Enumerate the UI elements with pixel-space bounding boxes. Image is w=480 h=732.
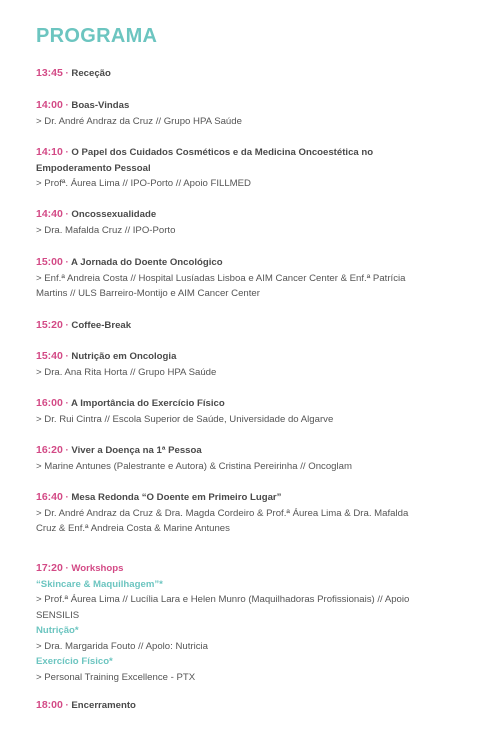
workshops-title: Workshops [71, 563, 124, 574]
entry-title: Encerramento [71, 700, 136, 711]
entry-time: 15:40 [36, 350, 63, 362]
separator: · [62, 351, 72, 362]
entry-time: 16:00 [36, 397, 63, 409]
program-entry-1410 [36, 145, 448, 192]
entry-title: Mesa Redonda “O Doente em Primeiro Lugar” [71, 492, 282, 503]
entry-title: Viver a Doença na 1ª Pessoa [71, 445, 202, 456]
program-entry-1620 [36, 443, 448, 474]
separator: · [62, 563, 72, 574]
separator: · [62, 700, 72, 711]
workshop-name-exercise: Exercício Físico* [36, 656, 113, 667]
workshops-time: 17:20 [36, 562, 63, 574]
program-entry-1345 [36, 66, 448, 82]
entry-title: Coffee-Break [71, 320, 132, 331]
entry-time: 14:10 [36, 146, 63, 158]
program-entry-1640 [36, 490, 448, 537]
entry-speakers-continued: Cruz & Enf.ª Andreia Costa & Marine Antunes [36, 523, 230, 534]
program-entry-1440 [36, 207, 448, 238]
separator: · [62, 492, 72, 503]
entry-title: Boas-Vindas [71, 100, 130, 111]
program-entry-1800 [36, 698, 448, 714]
program-entry-1500 [36, 255, 448, 302]
workshop-speakers: > Dra. Margarida Fouto // Apolo: Nutricia [36, 640, 208, 652]
program-entry-1540 [36, 349, 448, 380]
entry-time: 15:20 [36, 319, 63, 331]
entry-speakers: > Profª. Áurea Lima // IPO-Porto // Apoio FILLMED [36, 178, 251, 189]
entry-time: 16:20 [36, 444, 63, 456]
workshops-section [36, 561, 448, 685]
program-entry-1400 [36, 98, 448, 129]
workshop-speakers-continued: SENSILIS [36, 609, 80, 621]
separator: · [62, 100, 72, 111]
entry-title-continued: Empoderamento Pessoal [36, 162, 151, 174]
entry-time: 14:00 [36, 99, 63, 111]
entry-time: 15:00 [36, 256, 63, 268]
entry-title: Oncossexualidade [71, 209, 157, 220]
separator: · [62, 68, 72, 79]
entry-time: 18:00 [36, 699, 63, 711]
separator: · [62, 209, 72, 220]
entry-speakers: > Dra. Mafalda Cruz // IPO-Porto [36, 224, 176, 236]
entry-speakers-continued: Martins // ULS Barreiro-Montijo e AIM Cancer Center [36, 288, 260, 299]
workshop-speakers: > Prof.ª Áurea Lima // Lucília Lara e Helen Munro (Maquilhadoras Profissionais) // Apoio [36, 594, 410, 605]
separator: · [62, 320, 72, 331]
entry-title: Nutrição em Oncologia [71, 351, 177, 362]
separator: · [62, 445, 72, 456]
program-entry-1520 [36, 318, 448, 334]
separator: · [62, 147, 72, 158]
workshop-name-nutrition: Nutrição* [36, 625, 79, 636]
separator: · [62, 398, 72, 409]
entry-time: 13:45 [36, 67, 63, 79]
entry-time: 16:40 [36, 491, 63, 503]
entry-title: A Jornada do Doente Oncológico [71, 257, 223, 268]
entry-speakers: > Dra. Ana Rita Horta // Grupo HPA Saúde [36, 366, 217, 378]
page-title: PROGRAMA [36, 25, 158, 47]
entry-speakers: > Dr. André Andraz da Cruz & Dra. Magda Cordeiro & Prof.ª Áurea Lima & Dra. Mafalda [36, 507, 409, 519]
entry-time: 14:40 [36, 208, 63, 220]
entry-speakers: > Marine Antunes (Palestrante e Autora) & Cristina Pereirinha // Oncoglam [36, 460, 352, 472]
entry-title: A Importância do Exercício Físico [71, 398, 225, 409]
entry-title: O Papel dos Cuidados Cosméticos e da Medicina Oncoestética no [71, 147, 374, 158]
entry-speakers: > Enf.ª Andreia Costa // Hospital Lusíadas Lisboa e AIM Cancer Center & Enf.ª Patrícia [36, 272, 406, 284]
program-entry-1600 [36, 396, 448, 427]
separator: · [62, 257, 72, 268]
entry-speakers: > Dr. André Andraz da Cruz // Grupo HPA Saúde [36, 115, 242, 127]
entry-speakers: > Dr. Rui Cintra // Escola Superior de Saúde, Universidade do Algarve [36, 413, 334, 425]
workshop-speakers: > Personal Training Excellence - PTX [36, 671, 196, 683]
entry-title: Receção [71, 68, 111, 79]
workshop-name-skincare: “Skincare & Maquilhagem”* [36, 578, 163, 590]
